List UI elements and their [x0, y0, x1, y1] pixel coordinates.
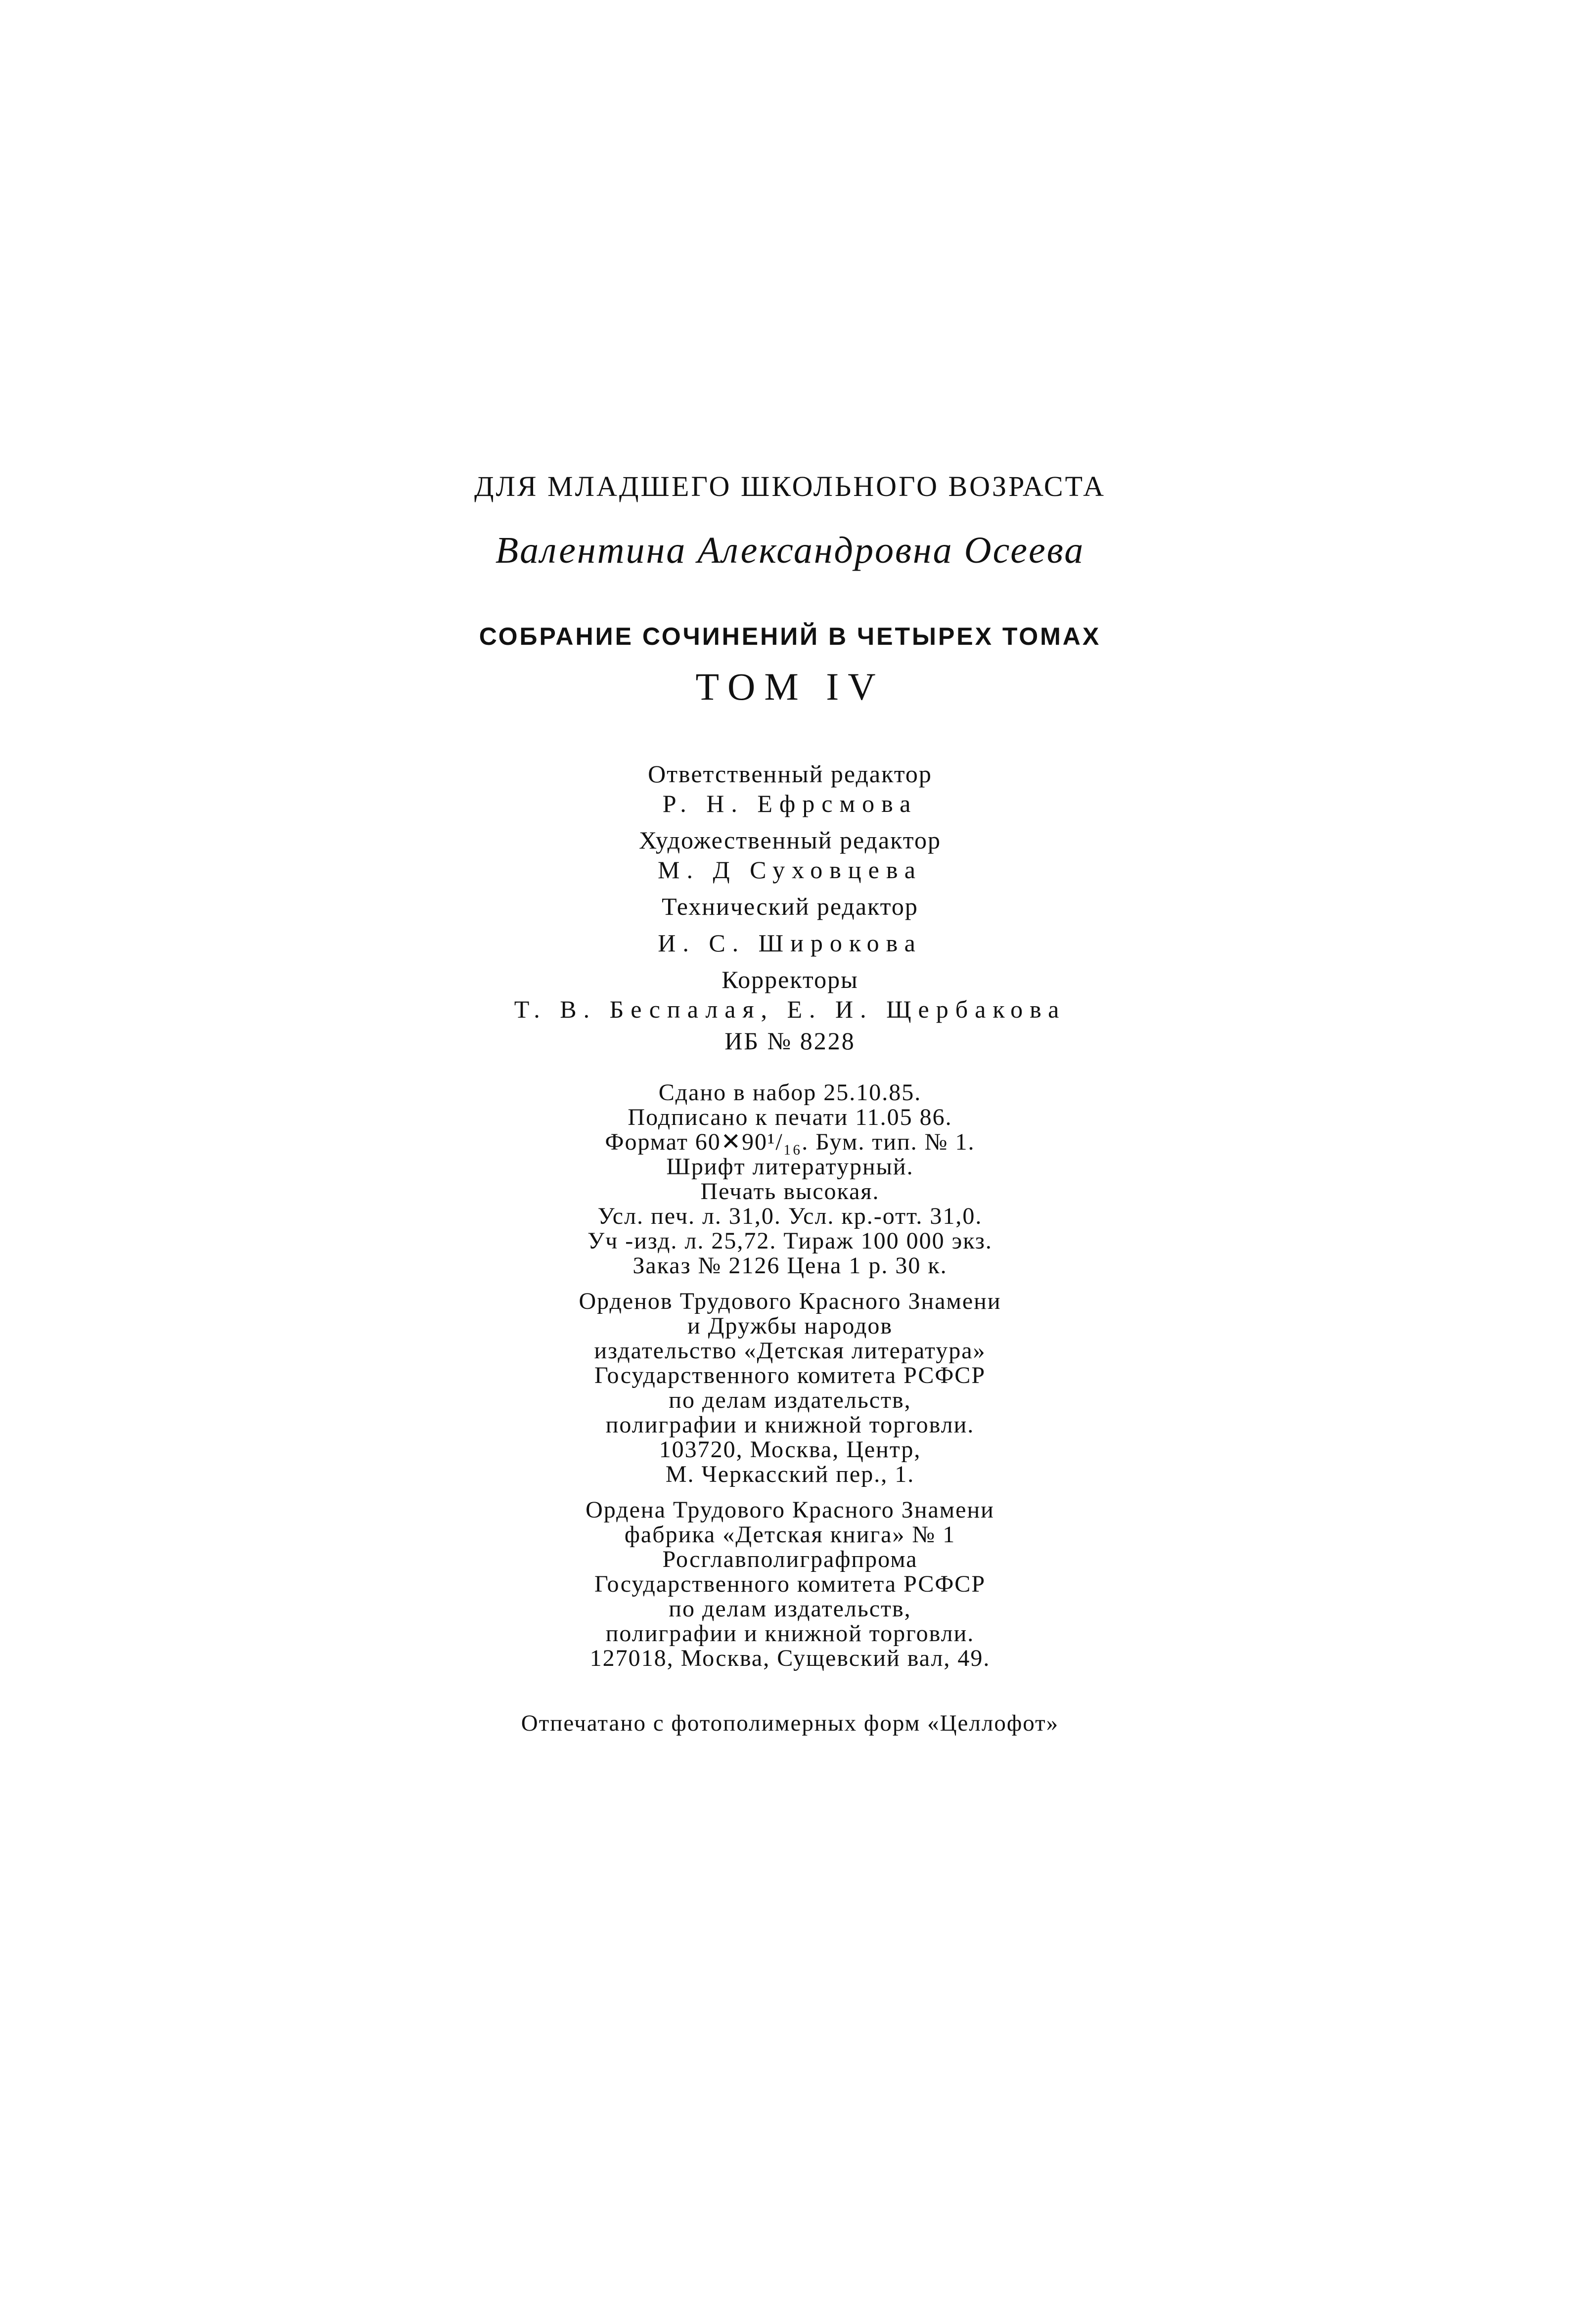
printer-line: 127018, Москва, Сущевский вал, 49.	[589, 1645, 991, 1671]
publisher-line: по делам издательств,	[669, 1387, 911, 1413]
print-detail-line: Печать высокая.	[700, 1178, 880, 1205]
author-name: Валентина Александровна Осеева	[495, 530, 1085, 571]
print-detail-line: Шрифт литературный.	[666, 1154, 914, 1180]
print-detail-line: Сдано в набор 25.10.85.	[658, 1079, 922, 1106]
publisher-line: 103720, Москва, Центр,	[659, 1436, 921, 1463]
print-detail-line: Подписано к печати 11.05 86.	[628, 1104, 952, 1130]
print-detail-line: Усл. печ. л. 31,0. Усл. кр.-отт. 31,0.	[597, 1203, 983, 1229]
print-detail-line: Уч -изд. л. 25,72. Тираж 100 000 экз.	[587, 1228, 993, 1254]
credit-role: Технический редактор	[662, 893, 918, 920]
printer-line: Ордена Трудового Красного Знамени	[586, 1497, 994, 1523]
printer-line: по делам издательств,	[669, 1596, 911, 1622]
credits-block	[0, 759, 1580, 1024]
printer-line: фабрика «Детская книга» № 1	[624, 1521, 956, 1548]
credit-person: Т. В. Беспалая, Е. И. Щербакова	[514, 995, 1066, 1023]
credit-person: М. Д Суховцева	[658, 856, 922, 884]
publisher-line: М. Черкасский пер., 1.	[665, 1461, 915, 1487]
age-group-label: ДЛЯ МЛАДШЕГО ШКОЛЬНОГО ВОЗРАСТА	[474, 470, 1106, 502]
credit-role: Корректоры	[722, 966, 858, 993]
print-detail-line: Заказ № 2126 Цена 1 р. 30 к.	[632, 1252, 948, 1279]
credit-role: Ответственный редактор	[648, 760, 932, 788]
volume-title: ТОМ IV	[695, 665, 885, 708]
print-detail-line: Формат 60✕90¹/₁₆. Бум. тип. № 1.	[605, 1129, 975, 1155]
credit-person: И. С. Широкова	[658, 929, 922, 957]
credit-role: Художественный редактор	[639, 826, 941, 854]
ib-number: ИБ № 8228	[724, 1027, 856, 1055]
imprint-block	[0, 1080, 1580, 1671]
printer-line: Росглавполиграфпрома	[662, 1546, 918, 1572]
publisher-line: издательство «Детская литература»	[594, 1338, 986, 1364]
footer-note: Отпечатано с фотополимерных форм «Целлофот»	[521, 1710, 1059, 1736]
credit-person: Р. Н. Ефрсмова	[662, 790, 918, 817]
printer-line: Государственного комитета РСФСР	[594, 1571, 986, 1597]
publisher-line: полиграфии и книжной торговли.	[605, 1412, 975, 1438]
publisher-line: и Дружбы народов	[687, 1313, 893, 1339]
collection-title: СОБРАНИЕ СОЧИНЕНИЙ В ЧЕТЫРЕХ ТОМАХ	[479, 623, 1101, 650]
printer-line: полиграфии и книжной торговли.	[605, 1620, 975, 1647]
publisher-line: Орденов Трудового Красного Знамени	[579, 1288, 1001, 1314]
publisher-line: Государственного комитета РСФСР	[594, 1362, 986, 1388]
